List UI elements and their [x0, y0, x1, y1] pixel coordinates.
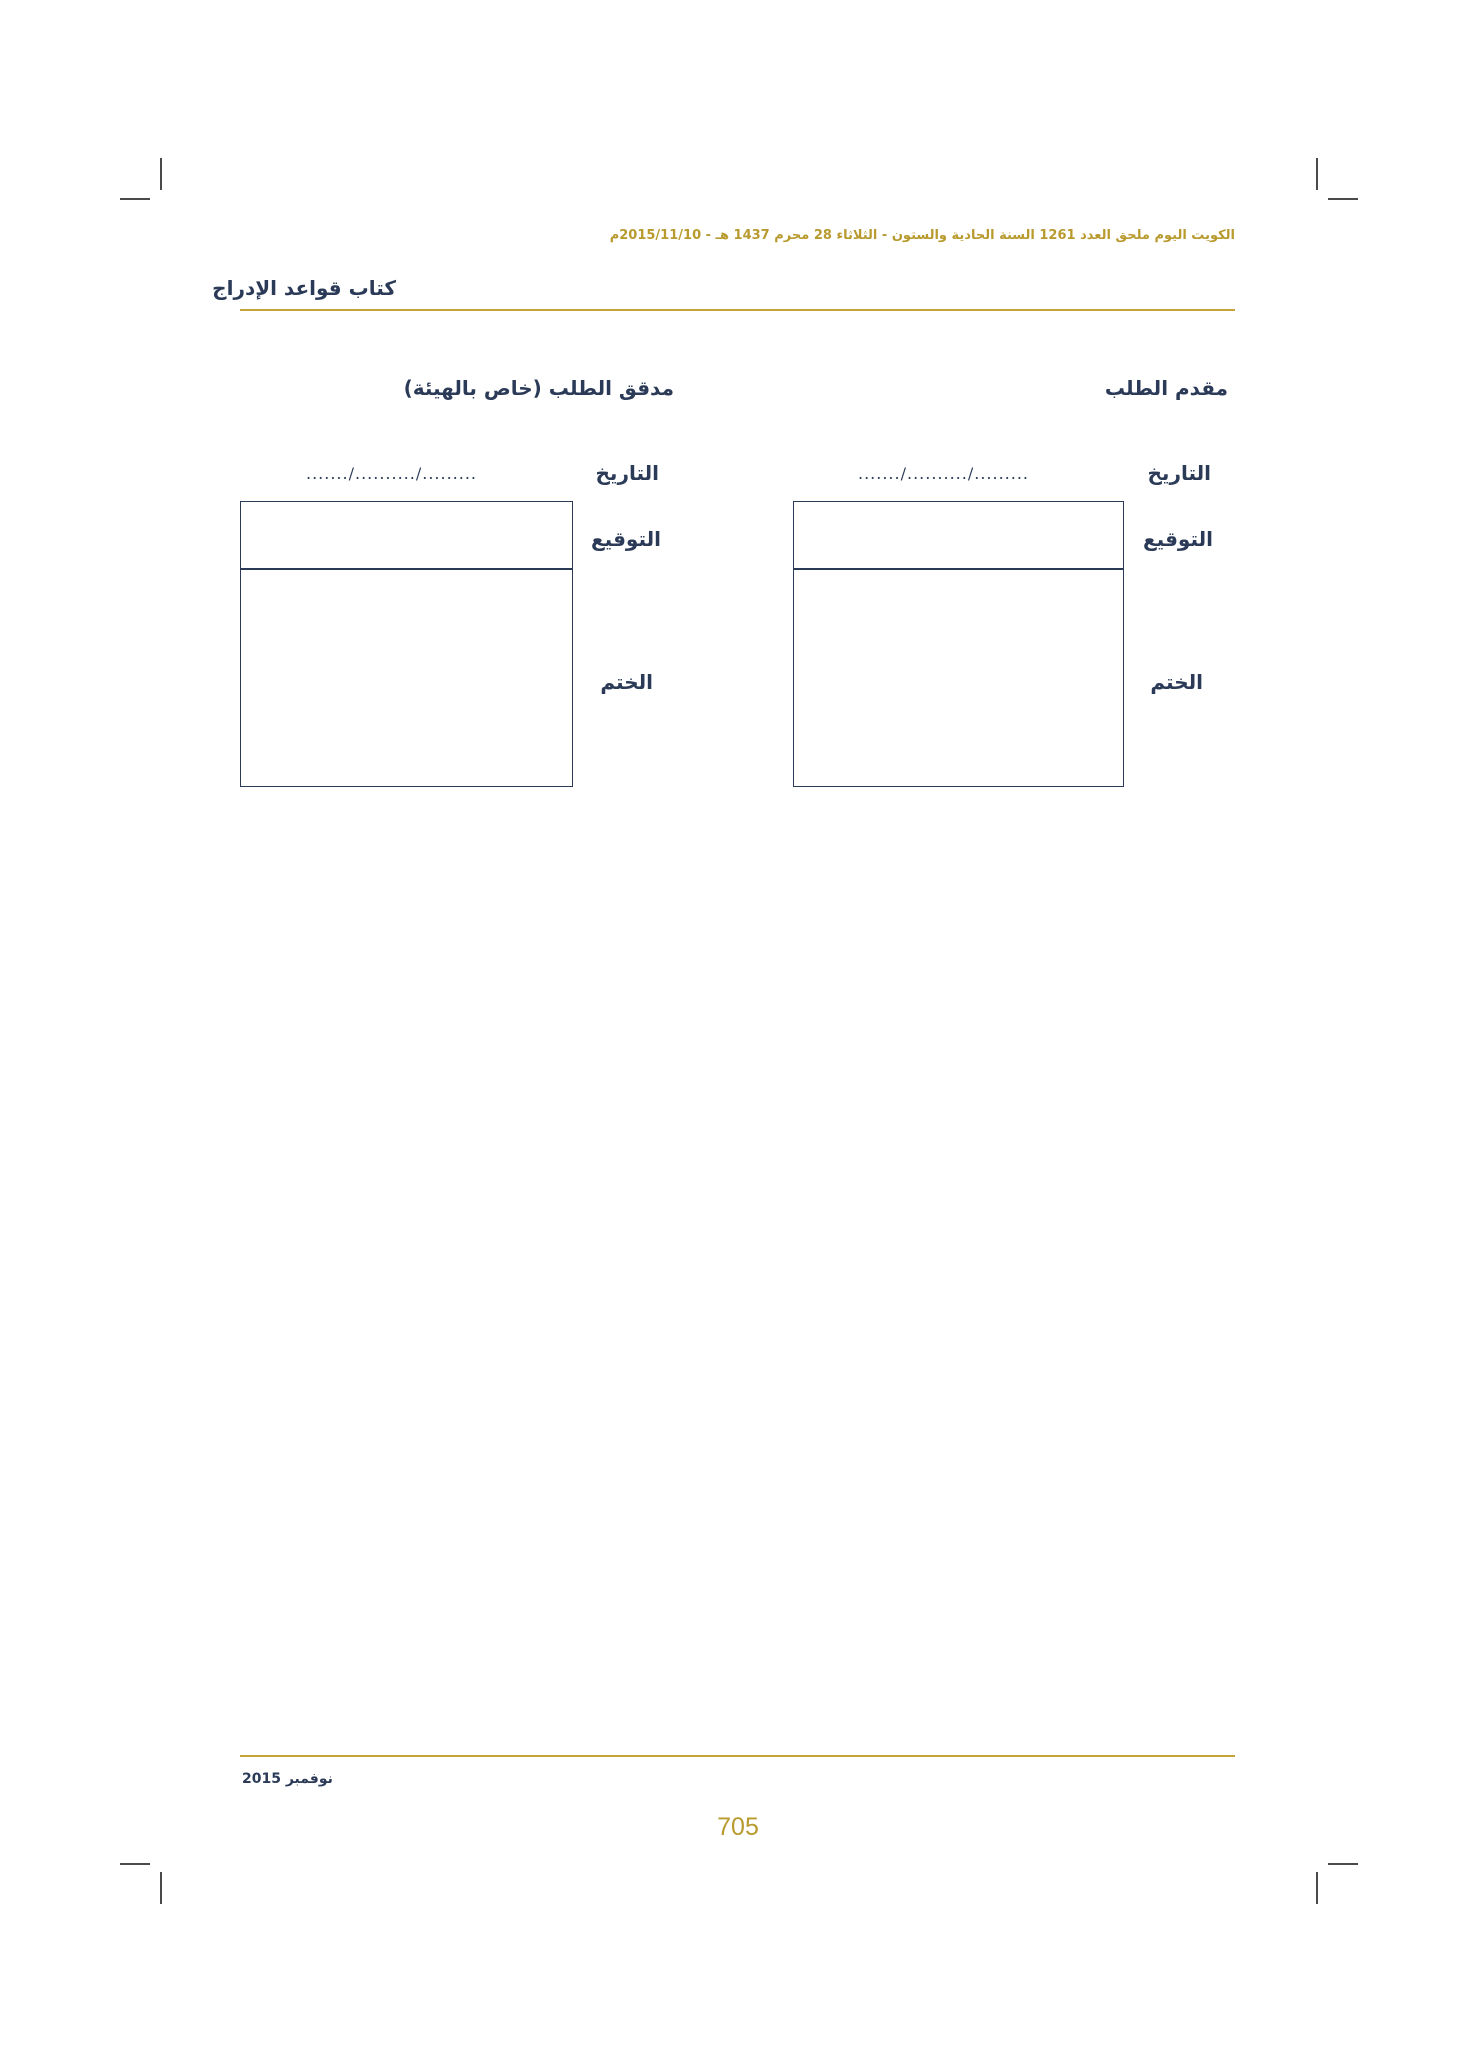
- header-rule: [240, 309, 1235, 311]
- applicant-signature-stamp-box[interactable]: [793, 501, 1124, 787]
- reviewer-stamp-label: الختم: [600, 670, 653, 694]
- footer-date: نوفمبر 2015: [242, 1771, 333, 1787]
- crop-mark-bottom-left: [120, 1863, 150, 1865]
- crop-mark-top-right: [1328, 198, 1358, 200]
- applicant-date-field[interactable]: ......./........../.........: [858, 464, 1030, 483]
- reviewer-title: مدقق الطلب (خاص بالهيئة): [403, 376, 674, 400]
- signature-stamp-divider: [794, 568, 1123, 570]
- crop-mark-bottom-left: [160, 1872, 162, 1904]
- footer-rule: [240, 1755, 1235, 1757]
- applicant-date-label: التاريخ: [1147, 461, 1211, 485]
- crop-mark-top-left: [160, 158, 162, 190]
- signature-stamp-divider: [241, 568, 572, 570]
- reviewer-signature-stamp-box[interactable]: [240, 501, 573, 787]
- crop-mark-top-left: [120, 198, 150, 200]
- section-title: كتاب قواعد الإدراج: [212, 276, 396, 300]
- reviewer-date-label: التاريخ: [595, 461, 659, 485]
- reviewer-date-field[interactable]: ......./........../.........: [306, 464, 478, 483]
- applicant-title: مقدم الطلب: [1104, 376, 1228, 400]
- applicant-stamp-label: الختم: [1150, 670, 1203, 694]
- publication-header: الكويت اليوم ملحق العدد 1261 السنة الحادية والستون - الثلاثاء 28 محرم 1437 هـ - 2015/11/10م: [609, 228, 1235, 243]
- page-number: 705: [717, 1813, 759, 1841]
- crop-mark-bottom-right: [1316, 1872, 1318, 1904]
- crop-mark-bottom-right: [1328, 1863, 1358, 1865]
- crop-mark-top-right: [1316, 158, 1318, 190]
- applicant-signature-label: التوقيع: [1143, 527, 1213, 551]
- reviewer-signature-label: التوقيع: [591, 527, 661, 551]
